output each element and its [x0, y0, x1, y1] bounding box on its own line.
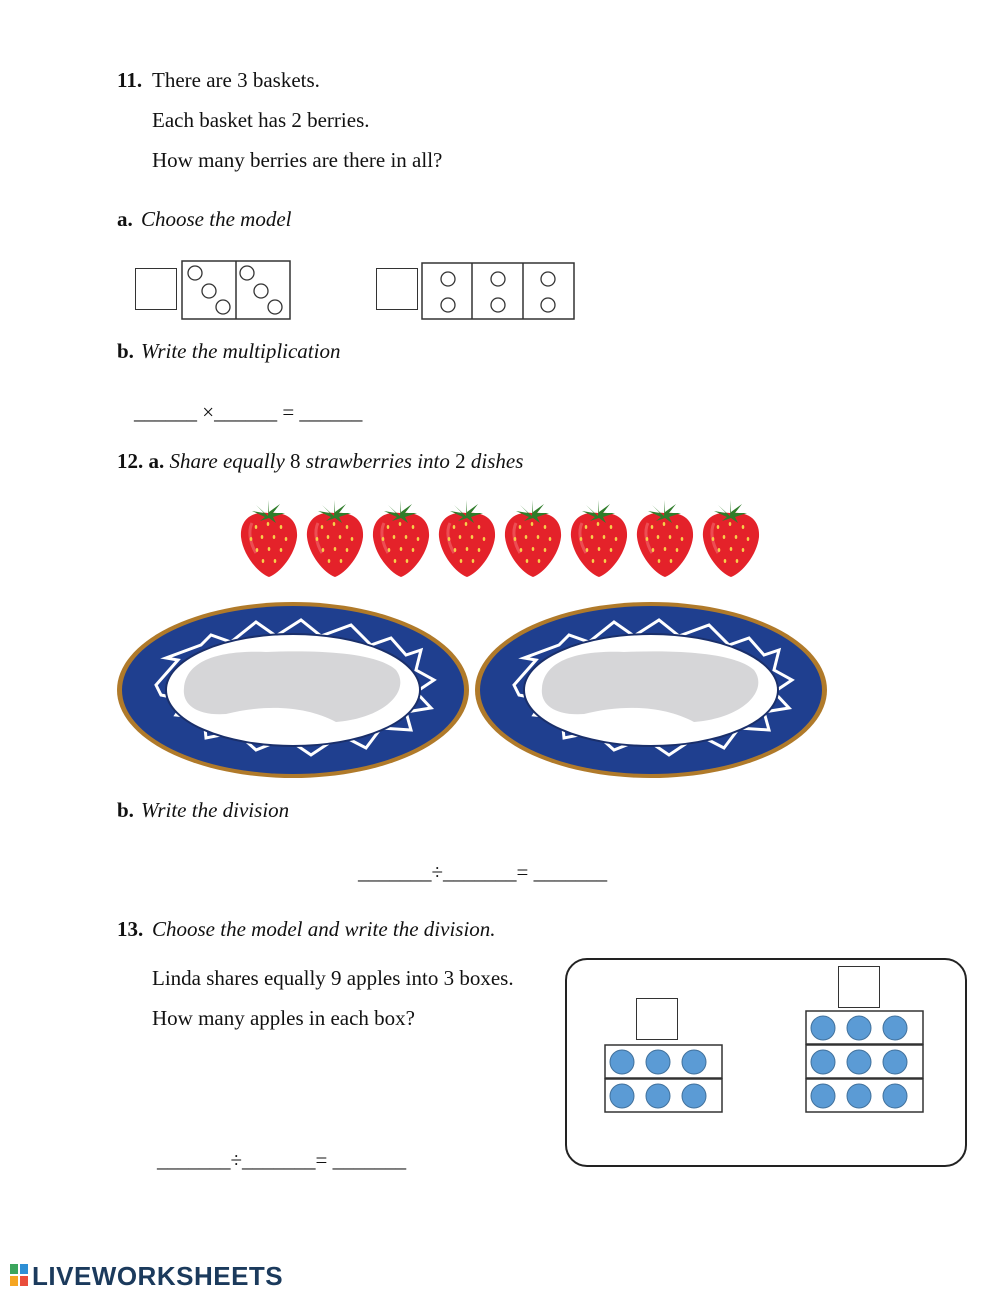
q12-part-b-text: Write the division: [141, 798, 290, 822]
q12-heading: [117, 451, 523, 472]
model1-answer-box[interactable]: [135, 268, 177, 310]
q12-number: 12. a.: [117, 449, 165, 473]
model-b-rows-diagram: [805, 1010, 925, 1113]
q11-number: 11.: [117, 68, 143, 92]
liveworksheets-logo-icon: [10, 1264, 28, 1286]
q12-text-mid: strawberries into: [305, 449, 450, 473]
q12-text-post: dishes: [470, 449, 524, 473]
q11-part-a-label: a.: [117, 207, 133, 231]
q13-instruction: Choose the model and write the division.: [152, 917, 496, 941]
q11-part-a-text: Choose the model: [141, 207, 292, 231]
model-a-rows-diagram: [604, 1044, 724, 1114]
q13-line2: How many apples in each box?: [152, 1006, 416, 1030]
liveworksheets-logo: LIVEWORKSHEETS: [32, 1261, 284, 1291]
q12-n2: 2: [455, 449, 466, 473]
q11-part-b-text: Write the multiplication: [141, 339, 341, 363]
model-b-answer-box[interactable]: [838, 966, 880, 1008]
model-a-answer-box[interactable]: [636, 998, 678, 1040]
q11-line1: There are 3 baskets.: [152, 68, 320, 92]
q13-number: 13.: [117, 917, 144, 941]
model2-groups-diagram: [421, 262, 575, 320]
q11-line2: Each basket has 2 berries.: [152, 108, 370, 132]
q11-part-b-label: b.: [117, 339, 134, 363]
q13-line1: Linda shares equally 9 apples into 3 boxes.: [152, 966, 514, 990]
model2-answer-box[interactable]: [376, 268, 418, 310]
q11-line3: How many berries are there in all?: [152, 148, 443, 172]
q13-equation[interactable]: _______÷_______= _______: [157, 1148, 407, 1172]
q12-equation[interactable]: _______÷_______= _______: [358, 860, 608, 884]
q12-part-b-label: b.: [117, 798, 134, 822]
model1-groups-diagram: [181, 260, 291, 320]
strawberries-row: [238, 497, 763, 582]
q12-n1: 8: [290, 449, 301, 473]
q12-text-pre: Share equally: [169, 449, 285, 473]
q11-equation[interactable]: ______ ×______ = ______: [134, 400, 363, 424]
plates: [116, 600, 832, 780]
